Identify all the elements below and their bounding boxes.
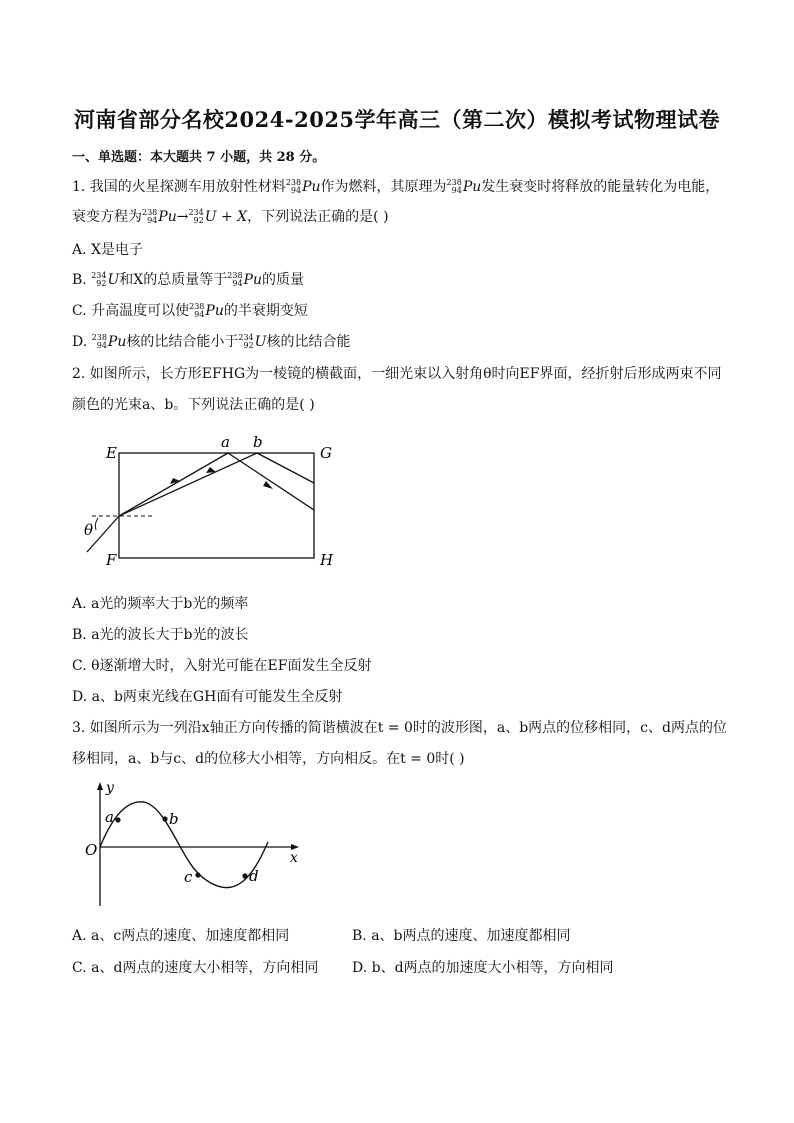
q1-option-c[interactable]: C. 升高温度可以使 238 94 Pu的半衰期变短 <box>72 302 308 319</box>
u-nuclide-1: 234 92 <box>188 208 204 225</box>
label-O: O <box>85 841 98 859</box>
pu-nuclide-1: 238 94 <box>285 178 302 195</box>
label-d: d <box>249 867 259 885</box>
angle-arc <box>95 518 98 530</box>
q1-stem-line2: 衰变方程为 238 94 Pu→ 234 92 U + X，下列说法正确的是( ) <box>72 208 389 225</box>
label-E: E <box>106 444 117 462</box>
pu-nuclide-4: 238 94 <box>227 271 243 288</box>
ray-a-in <box>119 453 228 516</box>
ray-b-in <box>119 453 257 516</box>
prism-diagram <box>70 428 350 576</box>
label-F: F <box>106 551 117 569</box>
q1-option-a[interactable]: A. X是电子 <box>72 242 143 258</box>
label-c: c <box>184 868 193 886</box>
point-d <box>242 873 247 878</box>
q2-option-a[interactable]: A. a光的频率大于b光的频率 <box>72 596 249 612</box>
label-a: a <box>105 808 114 826</box>
q3-option-a[interactable]: A. a、c两点的速度、加速度都相同 <box>72 928 290 944</box>
label-a: a <box>221 433 230 451</box>
q3-option-b[interactable]: B. a、b两点的速度、加速度都相同 <box>352 928 571 944</box>
y-axis-arrow <box>97 782 103 790</box>
label-b: b <box>169 810 179 828</box>
label-y: y <box>106 780 114 796</box>
label-theta: θ <box>84 521 94 539</box>
q1-stem-line1: 1. 我国的火星探测车用放射性材料 238 94 Pu作为燃料，其原理为 238 94 Pu发生衰变时将释放的能量转化为电能， <box>72 178 720 195</box>
pu-nuclide-6: 238 94 <box>91 333 107 350</box>
point-c <box>195 872 200 877</box>
point-b <box>162 816 167 821</box>
arrowhead-b <box>206 467 216 473</box>
q1-stem-c: 发生衰变时将释放的能量转化为电能， <box>481 179 720 195</box>
prism-rectangle <box>119 453 314 558</box>
label-x: x <box>290 850 298 866</box>
q2-option-d[interactable]: D. a、b两束光线在GH面有可能发生全反射 <box>72 689 343 705</box>
u-nuclide-3: 234 92 <box>238 333 254 350</box>
q2-stem-line2: 颜色的光束a、b。下列说法正确的是( ) <box>72 397 315 413</box>
wave-diagram <box>70 780 310 910</box>
q2-option-b[interactable]: B. a光的波长大于b光的波长 <box>72 627 249 643</box>
label-G: G <box>320 444 332 462</box>
label-H: H <box>320 551 334 569</box>
q1-option-d[interactable]: D. 238 94 Pu核的比结合能小于 234 92 U核的比结合能 <box>72 333 351 350</box>
q1-stem-b: 作为燃料，其原理为 <box>320 179 447 195</box>
pu-nuclide-2: 238 94 <box>446 178 462 195</box>
label-b: b <box>253 433 263 451</box>
pu-nuclide-3: 238 94 <box>142 208 158 225</box>
ray-a-out <box>228 453 314 510</box>
q3-stem-line1: 3. 如图所示为一列沿x轴正方向传播的简谐横波在t = 0时的波形图，a、b两点的位移相同，c、d两点的位 <box>72 720 727 736</box>
q1-stem-a: 1. 我国的火星探测车用放射性材料 <box>72 179 286 195</box>
u-nuclide-2: 234 92 <box>91 271 107 288</box>
q3-option-c[interactable]: C. a、d两点的速度大小相等，方向相同 <box>72 960 319 976</box>
q1-option-b[interactable]: B. 234 92 U和X的总质量等于 238 94 Pu的质量 <box>72 271 304 288</box>
pu-nuclide-5: 238 94 <box>189 302 205 319</box>
page-title: 河南省部分名校2024-2025学年高三（第二次）模拟考试物理试卷 <box>73 107 721 132</box>
q3-option-d[interactable]: D. b、d两点的加速度大小相等，方向相同 <box>352 960 614 976</box>
point-a <box>115 817 120 822</box>
q3-stem-line2: 移相同，a、b与c、d的位移大小相等，方向相反。在t = 0时( ) <box>72 751 465 767</box>
q2-option-c[interactable]: C. θ逐渐增大时，入射光可能在EF面发生全反射 <box>72 658 372 674</box>
section-heading: 一、单选题：本大题共 7 小题，共 28 分。 <box>72 150 326 165</box>
arrow-symbol: → <box>176 209 189 225</box>
q2-stem-line1: 2. 如图所示，长方形EFHG为一棱镜的横截面，一细光束以入射角θ时向EF界面，经折射后形成两束不同 <box>72 366 722 382</box>
